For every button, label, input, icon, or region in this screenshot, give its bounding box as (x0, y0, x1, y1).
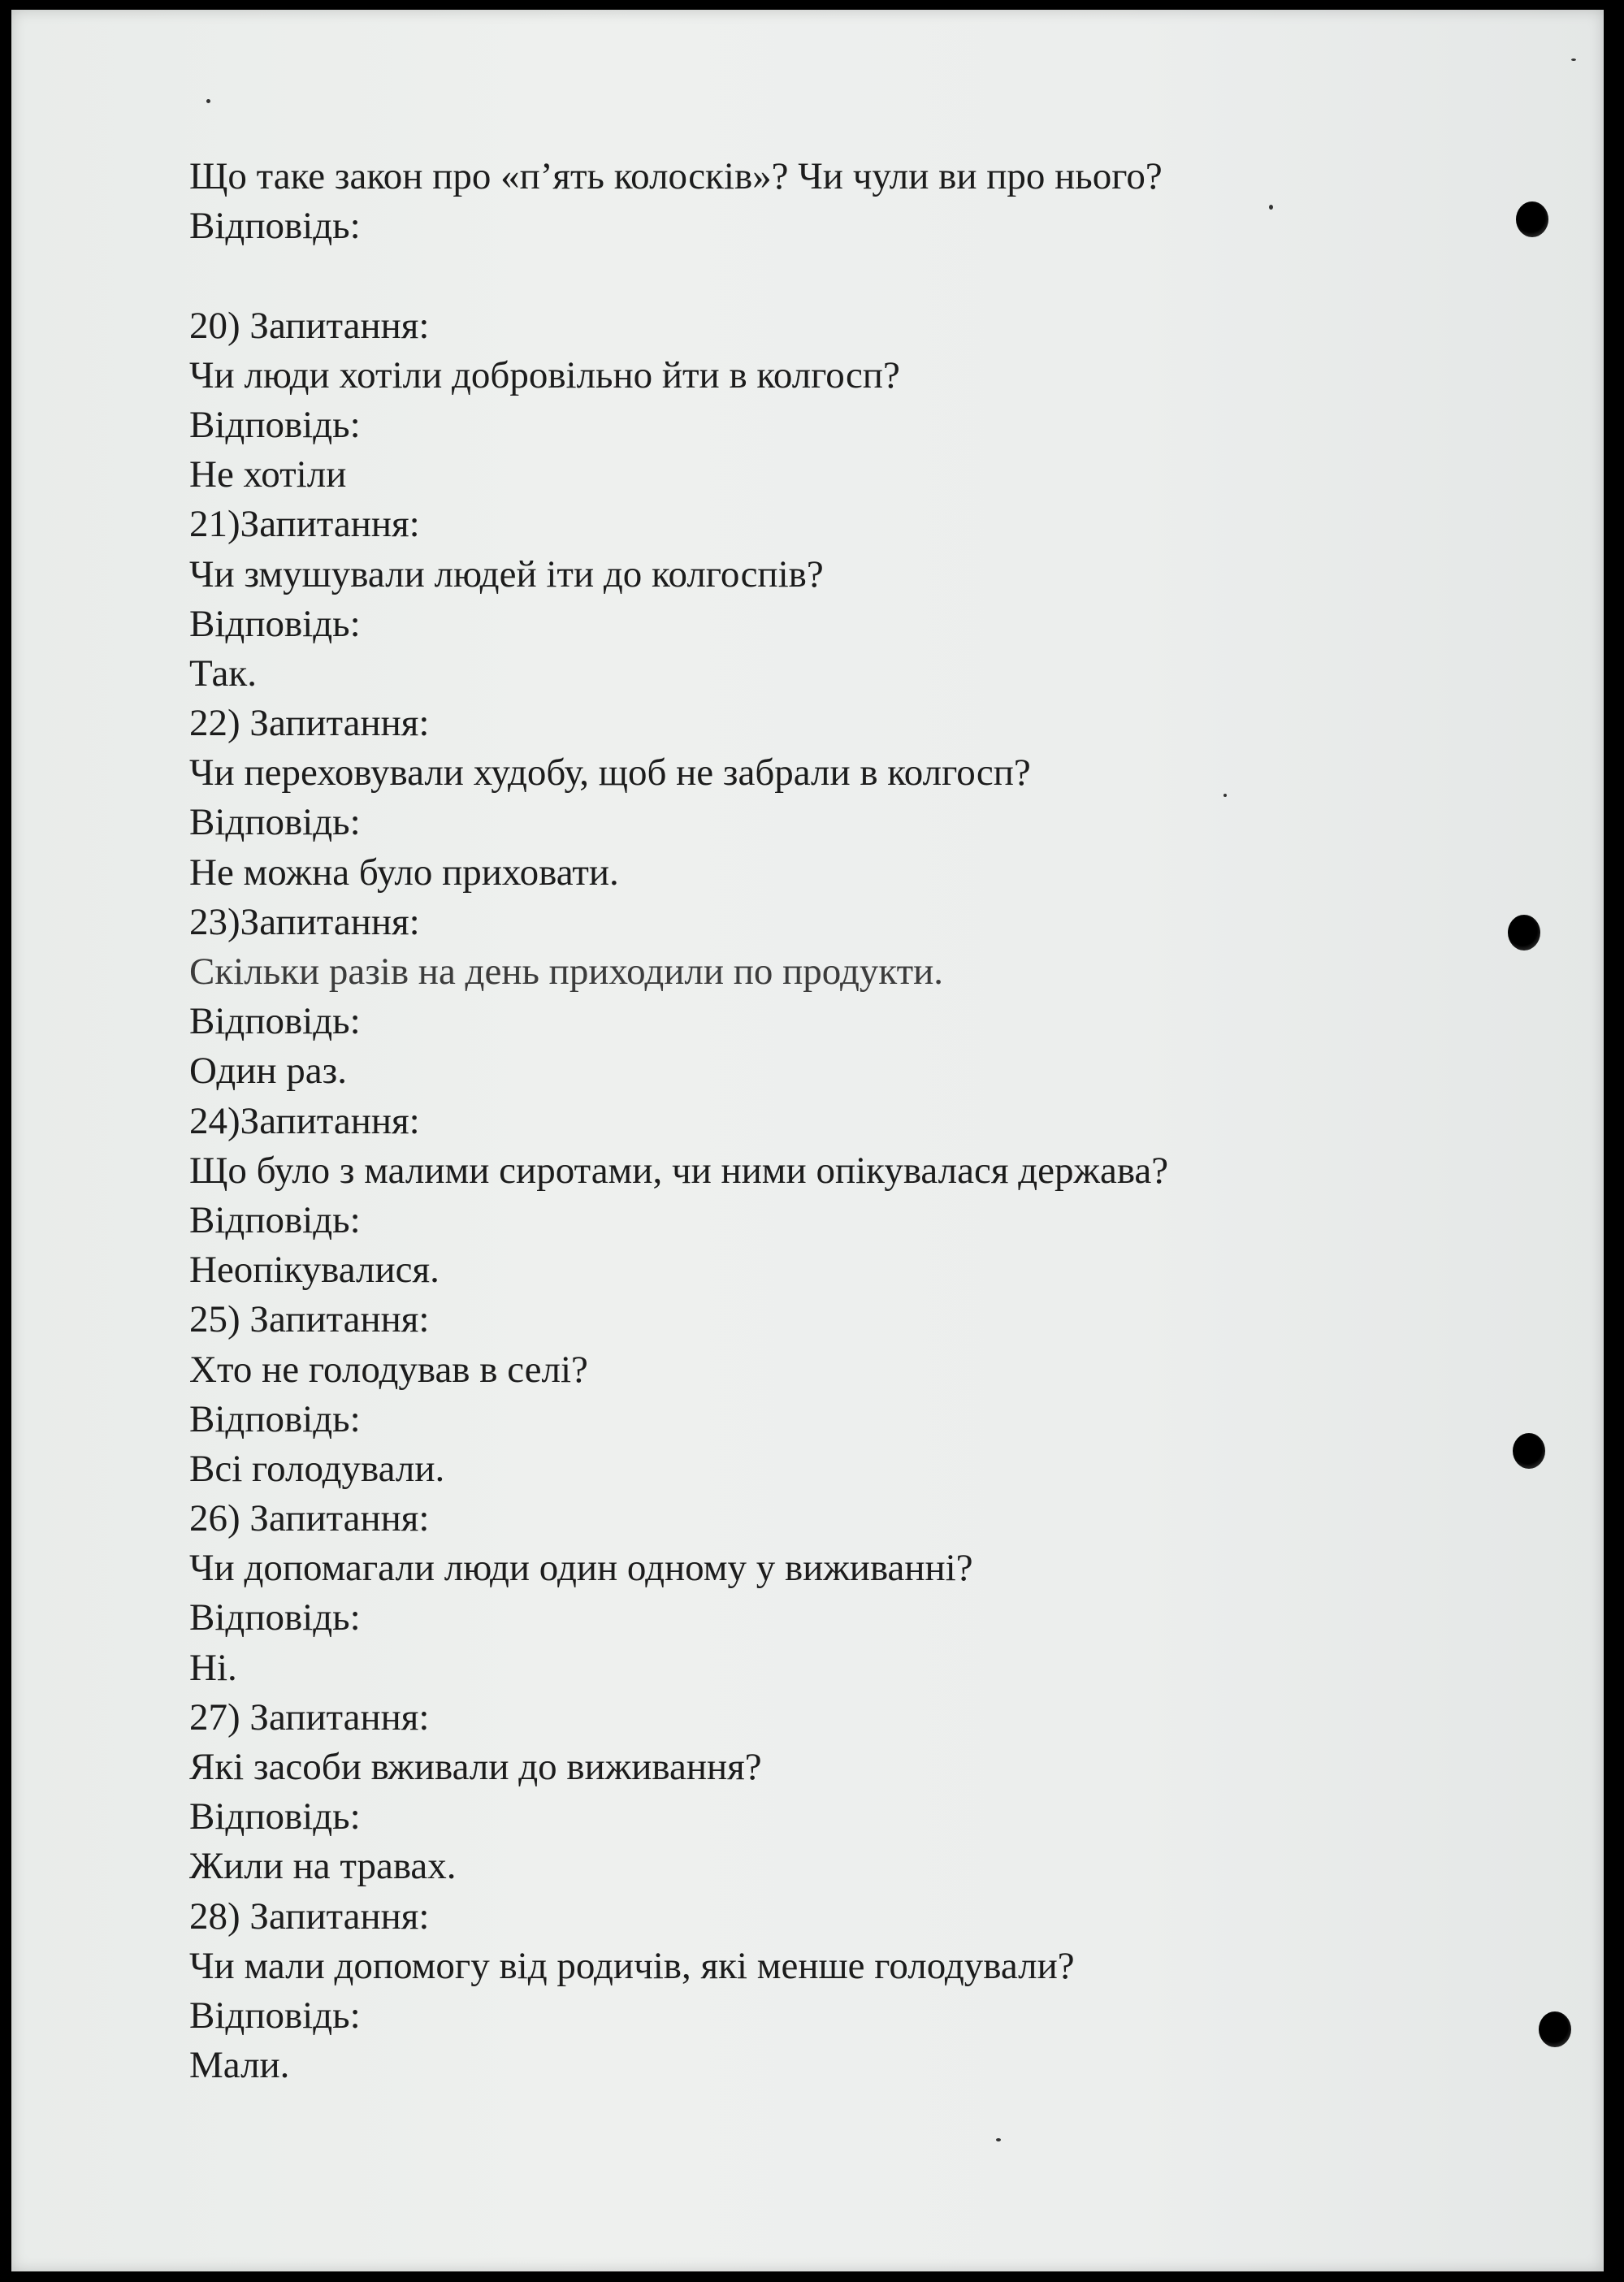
answer-line: Так. (189, 652, 257, 695)
question-number-20: 20) Запитання: (189, 304, 430, 347)
answer-line: Жили на травах. (189, 1845, 457, 1888)
question-line: Що таке закон про «п’ять колосків»? Чи чули ви про нього? (189, 155, 1163, 197)
answer-label: Відповідь: (189, 602, 361, 645)
blank-line (189, 251, 1457, 301)
answer-label: Відповідь: (189, 1000, 361, 1043)
question-number-27: 27) Запитання: (189, 1695, 430, 1739)
answer-label: Відповідь: (189, 1994, 361, 2037)
answer-line: Мали. (189, 2044, 290, 2087)
question-line: Чи переховували худобу, щоб не забрали в колгосп? (189, 751, 1031, 795)
question-line: Скільки разів на день приходили по продукти. (189, 950, 944, 993)
answer-label: Відповідь: (189, 1596, 361, 1639)
punch-hole-1 (1516, 201, 1548, 237)
scan-speck (1571, 58, 1576, 61)
answer-label: Відповідь: (189, 801, 361, 844)
question-number-25: 25) Запитання: (189, 1298, 430, 1341)
question-number-23: 23)Запитання: (189, 900, 420, 943)
question-line: Чи люди хотіли добровільно йти в колгосп? (189, 353, 900, 396)
answer-label: Відповідь: (189, 1795, 361, 1838)
answer-line: Ні. (189, 1646, 237, 1689)
question-number-26: 26) Запитання: (189, 1497, 430, 1540)
scan-speck (1269, 205, 1273, 210)
scan-speck (206, 99, 210, 103)
question-line: Які засоби вживали до виживання? (189, 1746, 762, 1788)
question-line: Чи мали допомогу від родичів, які менше голодували? (189, 1944, 1075, 1987)
answer-label: Відповідь: (189, 1198, 361, 1241)
answer-label: Відповідь: (189, 205, 361, 248)
answer-line: Не хотіли (189, 453, 347, 496)
punch-hole-2 (1508, 915, 1540, 950)
punch-hole-4 (1539, 2011, 1571, 2047)
punch-hole-3 (1513, 1433, 1545, 1469)
question-line: Що було з малими сиротами, чи ними опікувалася держава? (189, 1149, 1169, 1192)
scan-speck (1223, 794, 1227, 797)
scan-speck (996, 2138, 1001, 2141)
question-number-22: 22) Запитання: (189, 702, 430, 745)
question-number-21: 21)Запитання: (189, 503, 420, 546)
question-number-28: 28) Запитання: (189, 1894, 430, 1938)
question-line: Чи допомагали люди один одному у виживанні? (189, 1547, 973, 1590)
answer-line: Неопікувалися. (189, 1249, 440, 1292)
question-line: Хто не голодував в селі? (189, 1348, 588, 1391)
answer-line: Один раз. (189, 1050, 347, 1093)
question-line: Чи змушували людей іти до колгоспів? (189, 552, 824, 595)
document-text (189, 152, 1457, 2090)
answer-line: Не можна було приховати. (189, 851, 619, 894)
answer-label: Відповідь: (189, 1397, 361, 1440)
paper-sheet (11, 10, 1604, 2271)
answer-label: Відповідь: (189, 403, 361, 446)
answer-line: Всі голодували. (189, 1447, 445, 1490)
question-number-24: 24)Запитання: (189, 1099, 420, 1142)
